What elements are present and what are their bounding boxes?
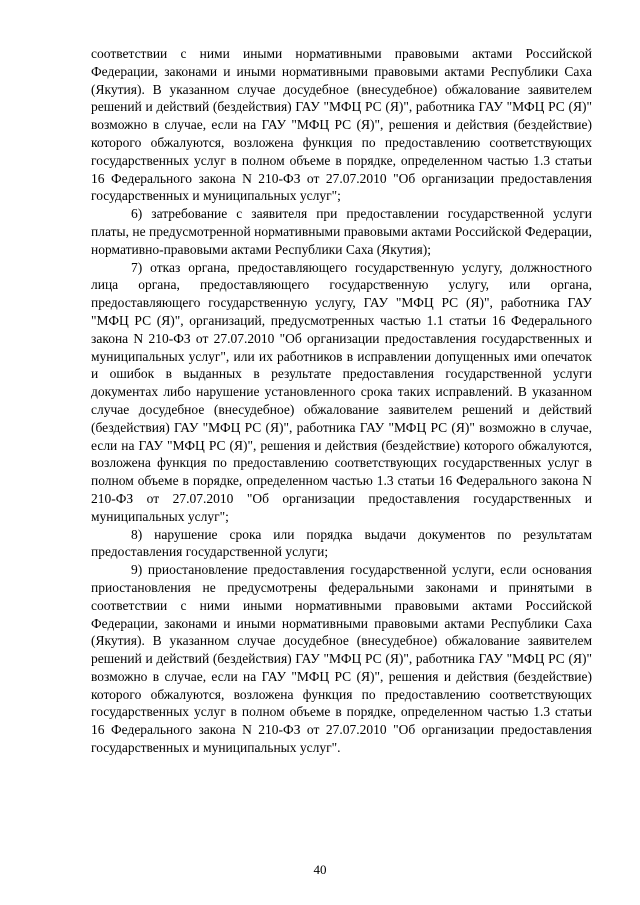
paragraph-item-7: 7) отказ органа, предоставляющего государственную услугу, должностного лица органа, предоставляющего государственную услугу, или органа, предоставляющего государственную услугу, ГАУ "МФЦ РС (Я)", работника ГАУ "МФЦ РС (Я)", организаций, предусмотренных частью 1.1 статьи 16 Федерального закона N 210-ФЗ от 27.07.2010 "Об организации предоставления государственных и муниципальных услуг", или их работников в исправлении допущенных ими опечаток и ошибок в выданных в результате предоставления государственной услуги документах либо нарушение установленного срока таких исправлений. В указанном случае досудебное (внесудебное) обжалование заявителем решений и действий (бездействия) ГАУ "МФЦ РС (Я)", работника ГАУ "МФЦ РС (Я)" возможно в случае, если на ГАУ "МФЦ РС (Я)", решения и действия (бездействие) которого обжалуются, возложена функция по предоставлению соответствующих государственных услуг в полном объеме в порядке, определенном частью 1.3 статьи 16 Федерального закона N 210-ФЗ от 27.07.2010 "Об организации предоставления государственных и муниципальных услуг";: [91, 259, 592, 524]
page-number: 40: [313, 862, 327, 877]
paragraph-item-9: 9) приостановление предоставления государственной услуги, если основания приостановления не предусмотрены федеральными законами и принятыми в соответствии с ними иными нормативными правовыми актами Российской Федерации, законами и иными нормативными правовыми актами Республики Саха (Якутия). В указанном случае досудебное (внесудебное) обжалование заявителем решений и действий (бездействия) ГАУ "МФЦ РС (Я)", работника ГАУ "МФЦ РС (Я)" возможно в случае, если на ГАУ "МФЦ РС (Я)", решения и действия (бездействие) которого обжалуются, возложена функция по предоставлению соответствующих государственных услуг в полном объеме в порядке, определенном частью 1.3 статьи 16 Федерального закона N 210-ФЗ от 27.07.2010 "Об организации предоставления государственных и муниципальных услуг".: [91, 562, 592, 756]
paragraph-continuation: соответствии с ними иными нормативными правовыми актами Российской Федерации, законами и иными нормативными правовыми актами Республики Саха (Якутия). В указанном случае досудебное (внесудебное) обжалование заявителем решений и действий (бездействия) ГАУ "МФЦ РС (Я)", работника ГАУ "МФЦ РС (Я)" возможно в случае, если на ГАУ "МФЦ РС (Я)", решения и действия (бездействие) которого обжалуются, возложена функция по предоставлению соответствующих государственных услуг в полном объеме в порядке, определенном частью 1.3 статьи 16 Федерального закона N 210-ФЗ от 27.07.2010 "Об организации предоставления государственных и муниципальных услуг";: [91, 46, 592, 204]
paragraph-item-8: 8) нарушение срока или порядка выдачи документов по результатам предоставления государственной услуги;: [91, 526, 592, 560]
paragraph-item-6: 6) затребование с заявителя при предоставлении государственной услуги платы, не предусмотренной нормативными правовыми актами Российской Федерации, нормативно-правовыми актами Республики Саха (Якутия);: [91, 206, 592, 257]
body-text: [91, 45, 592, 757]
